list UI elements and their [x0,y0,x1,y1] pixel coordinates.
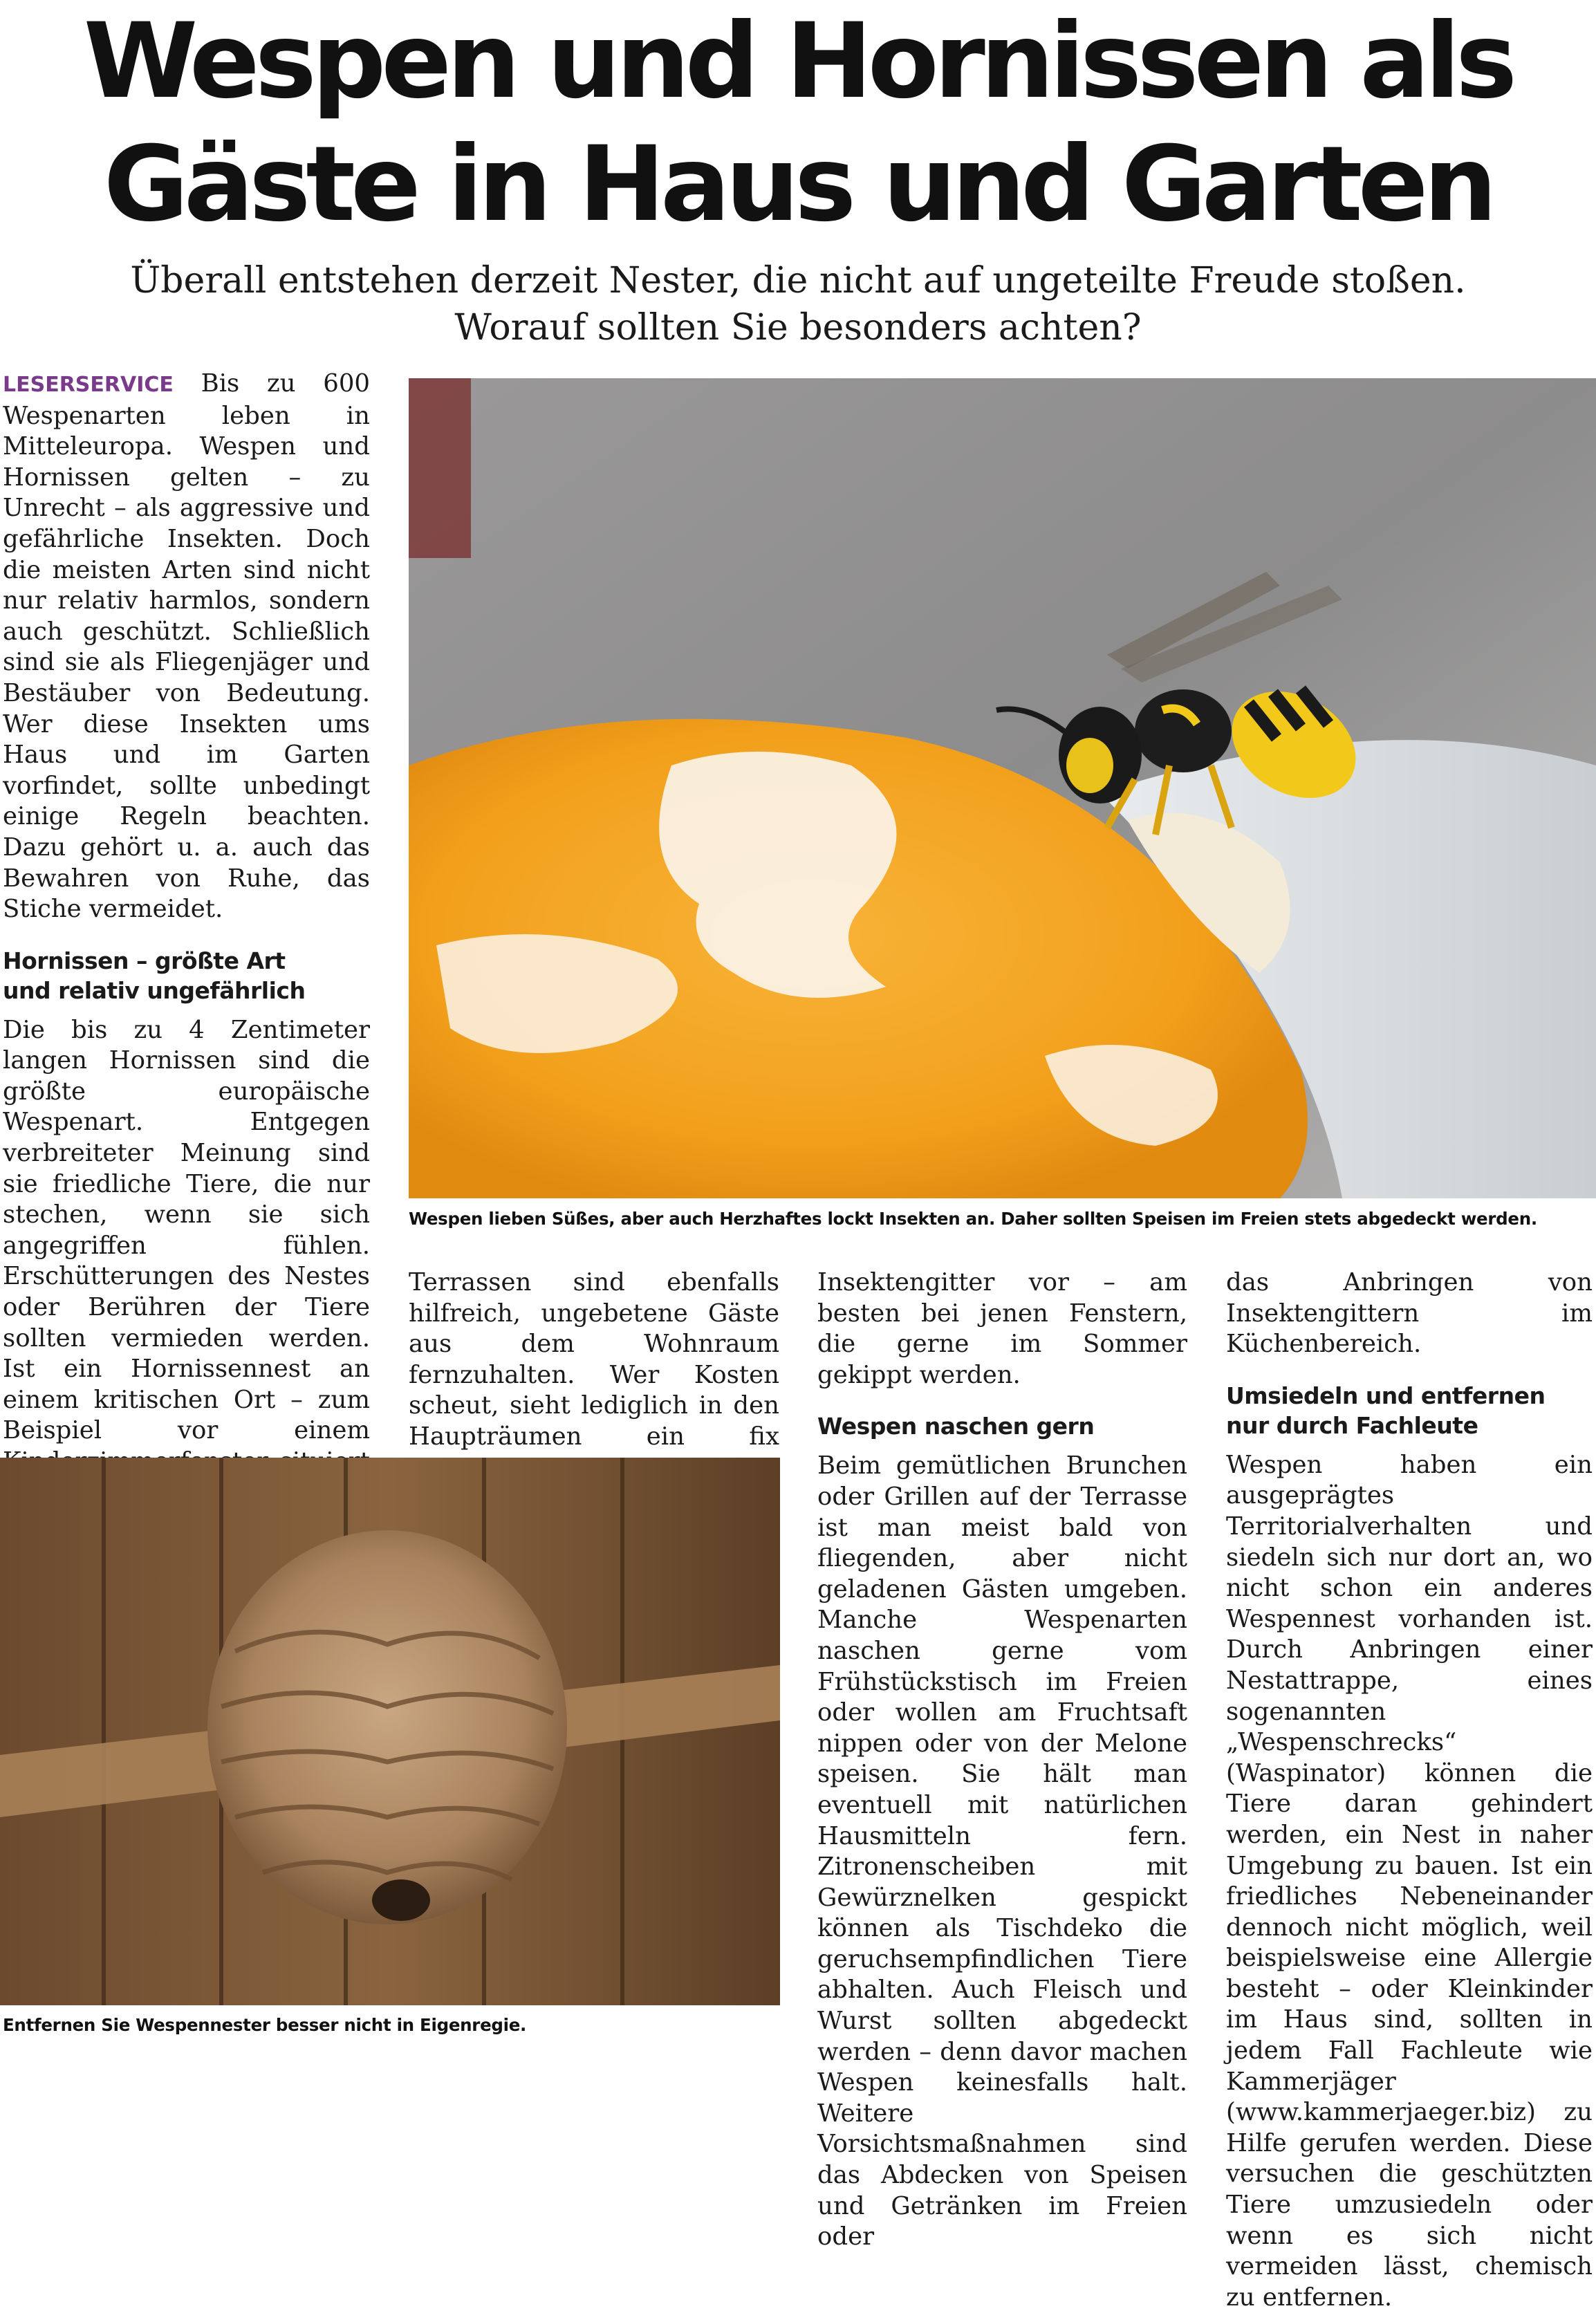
intro-paragraph [3,369,370,925]
section-2-title: Wespen naschen gern [817,1413,1095,1440]
subheadline-line-1: Überall entstehen derzeit Nester, die nicht auf ungeteilte Freude stoßen. [130,260,1466,301]
section-1-text-c: Insektengitter vor – am besten bei jenen Fenstern, die gerne im Sommer gekippt werden. [817,1268,1187,1389]
headline-line-1: Wespen und Hornissen als [83,1,1513,122]
subheadline [0,257,1596,351]
headline [0,0,1596,246]
section-3-title: Umsiedeln und entfernen nur durch Fachleute [1226,1382,1546,1439]
section-1-text-a: Die bis zu 4 Zentimeter langen Hornissen sind die größte europäische Wespenart. Entgegen verbreiteter Meinung sind sie friedliche Tiere, die nur stechen, wenn sie sich angegriffen fühlen. Erschütterungen des Nestes oder Berühren der Tiere sollten vermieden werden. Ist ein Hornissennest an einem kritischen Ort – zum Beispiel vor einem [3,1015,370,1445]
section-3-lead: das Anbringen von Insektengittern im Küchenbereich. [1226,1268,1593,1359]
intro-text: Bis zu 600 Wespenarten leben in Mitteleuropa. Wespen und Hornissen gelten – zu Unrecht – als aggressive und gefährliche Insekten. Doch die meisten Arten sind nicht nur relativ harmlos, sondern auch geschützt. Schließlich sind sie als Fliegenjäger und Bestäuber von Bedeutung. Wer diese Insekten ums Haus und im Garten vorfindet, sollte unbedingt einige Regeln beachten. Dazu gehört u. a. auch das Bewahren von Ruhe, das Stiche vermeidet. [3,369,370,924]
wasp-photo [409,378,1596,1198]
section-3-text: Wespen haben ein ausgeprägtes Territorialverhalten und siedeln sich nur dort an, wo nicht schon ein anderes Wespennest vorhanden ist. Durch Anbringen einer Nestattrappe, eines sogenannten „Wespenschrecks“ (Waspinator) können die Tiere daran gehindert werden, ein Nest in naher Umgebung zu bauen. Ist ein friedliches Nebeneinander dennoch nicht möglich, weil beispielsweise eine Allergie besteht – oder Kleinkinder im Haus sind, sollten in jedem Fall Fachleute wie Kammerjäger (www.kammerjaeger.biz) zu Hilfe gerufen werden. Diese versuchen die geschützten Tiere umzusiedeln oder wenn es sich nicht vermeiden lässt, chemisch zu entfernen. [1226,1450,1593,2312]
kicker-label: LESERSERVICE [3,373,174,397]
section-1-title: Hornissen – größte Art und relativ ungefährlich [3,947,306,1004]
nest-photo-illustration [0,1458,780,2005]
section-1-text-b: Terrassen sind ebenfalls hilfreich, ungebetene Gäste aus dem Wohnraum fernzuhalten. Wer Kosten scheut, sieht lediglich in den Haupträumen ein fix [409,1268,779,1451]
wasp-photo-illustration [409,378,1596,1198]
nest-photo-caption: Entfernen Sie Wespennester besser nicht in Eigenregie. [3,2015,527,2035]
column-4 [1226,1267,1593,2313]
headline-line-2: Gäste in Haus und Garten [103,124,1493,245]
column-3 [817,1267,1187,2253]
wasp-photo-caption: Wespen lieben Süßes, aber auch Herzhaftes lockt Insekten an. Daher sollten Speisen im Freien stets abgedeckt werden. [409,1209,1537,1229]
section-2-text: Beim gemütlichen Brunchen oder Grillen auf der Terrasse ist man meist bald von fliegenden, aber nicht geladenen Gästen umgeben. Manche Wespenarten naschen gerne vom Frühstückstisch im Freien oder wollen am Fruchtsaft nippen oder von der Melone speisen. Sie hält man eventuell mit natürlichen Hausmitteln fern. Zitronenscheiben mit Gewürznelken gespickt können als Tischdeko die geruchsempfindlichen Tiere abhalten. Auch Fleisch und Wurst sollten abgedeckt werden – denn davor machen Wespen keinesfalls halt. Weitere Vorsichtsmaßnahmen sind das Abdecken von Speisen und Getränken im Freien oder [817,1451,1187,2251]
nest-photo [0,1458,780,2005]
column-2 [409,1267,779,1483]
subheadline-line-2: Worauf sollten Sie besonders achten? [454,307,1142,349]
